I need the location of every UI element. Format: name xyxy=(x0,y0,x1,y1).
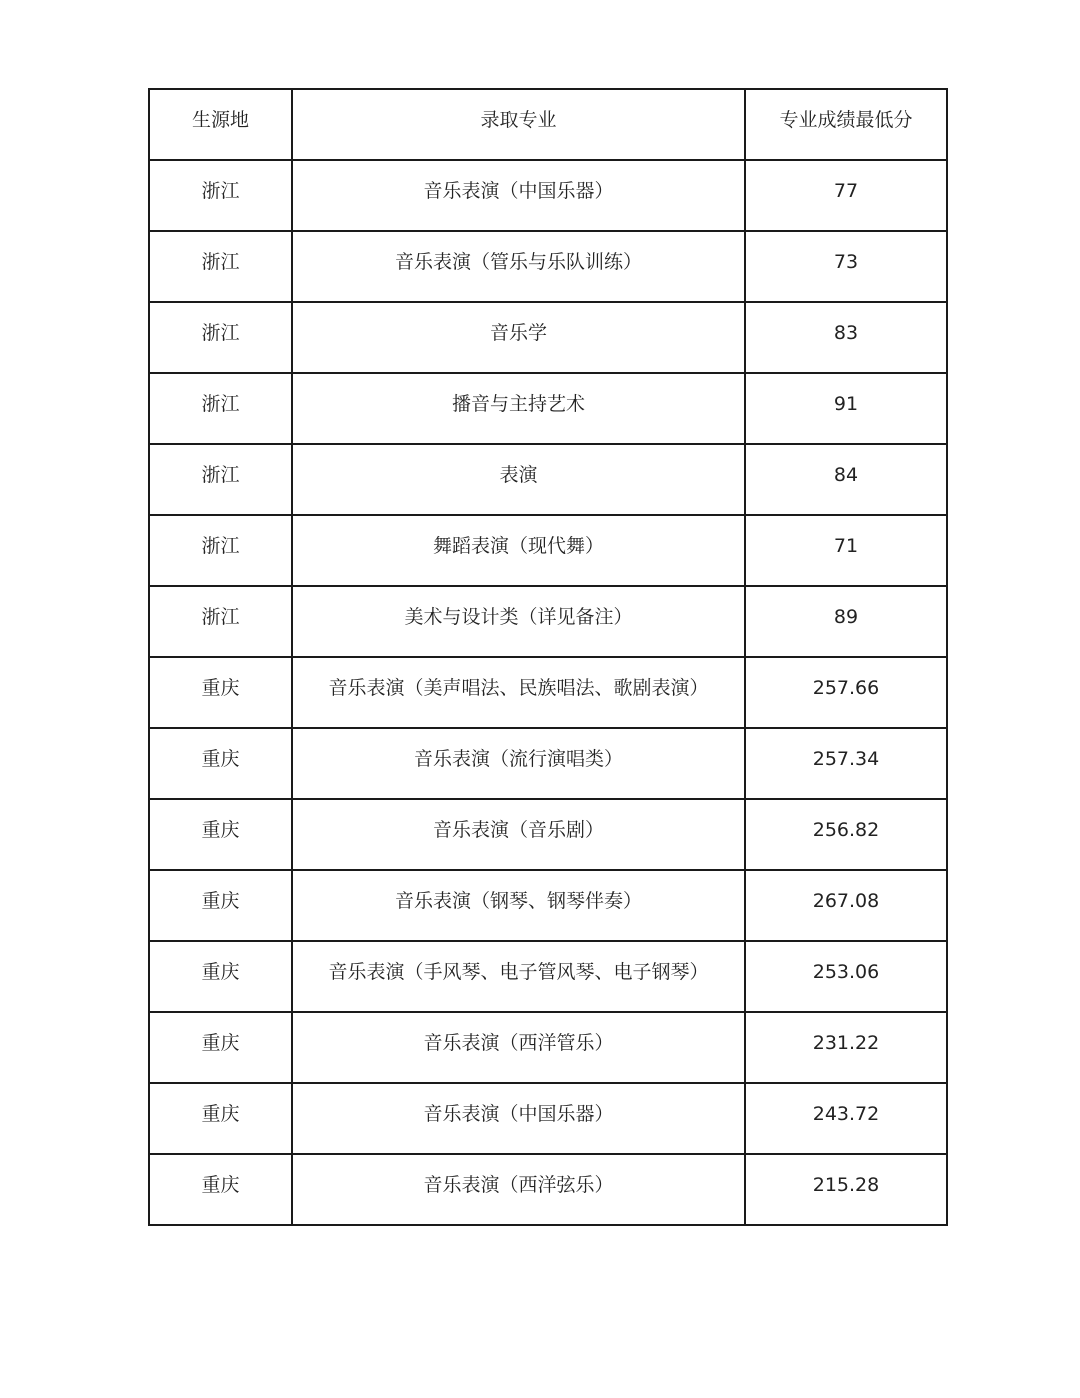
table-row xyxy=(149,586,947,657)
cell-min-score: 83 xyxy=(745,302,947,373)
cell-min-score: 253.06 xyxy=(745,941,947,1012)
cell-min-score: 243.72 xyxy=(745,1083,947,1154)
table-row xyxy=(149,870,947,941)
cell-major: 音乐表演（中国乐器） xyxy=(292,160,745,231)
table-row xyxy=(149,373,947,444)
cell-origin: 重庆 xyxy=(149,1083,292,1154)
cell-major: 表演 xyxy=(292,444,745,515)
cell-origin: 浙江 xyxy=(149,515,292,586)
table-row xyxy=(149,160,947,231)
cell-origin: 浙江 xyxy=(149,160,292,231)
cell-min-score: 231.22 xyxy=(745,1012,947,1083)
cell-min-score: 267.08 xyxy=(745,870,947,941)
cell-min-score: 77 xyxy=(745,160,947,231)
admission-score-table xyxy=(148,88,948,1226)
cell-major: 舞蹈表演（现代舞） xyxy=(292,515,745,586)
table-row xyxy=(149,728,947,799)
cell-min-score: 84 xyxy=(745,444,947,515)
cell-min-score: 215.28 xyxy=(745,1154,947,1225)
cell-major: 音乐表演（西洋管乐） xyxy=(292,1012,745,1083)
cell-major: 音乐学 xyxy=(292,302,745,373)
cell-min-score: 71 xyxy=(745,515,947,586)
cell-min-score: 257.34 xyxy=(745,728,947,799)
table-row xyxy=(149,1012,947,1083)
cell-major: 音乐表演（管乐与乐队训练） xyxy=(292,231,745,302)
cell-major: 美术与设计类（详见备注） xyxy=(292,586,745,657)
cell-min-score: 89 xyxy=(745,586,947,657)
table-row xyxy=(149,941,947,1012)
cell-origin: 浙江 xyxy=(149,231,292,302)
cell-origin: 浙江 xyxy=(149,444,292,515)
cell-origin: 重庆 xyxy=(149,1012,292,1083)
cell-origin: 浙江 xyxy=(149,586,292,657)
table-row xyxy=(149,515,947,586)
header-min-score: 专业成绩最低分 xyxy=(745,89,947,160)
table-header-row xyxy=(149,89,947,160)
table-row xyxy=(149,302,947,373)
cell-min-score: 257.66 xyxy=(745,657,947,728)
table-row xyxy=(149,1154,947,1225)
cell-major: 音乐表演（手风琴、电子管风琴、电子钢琴） xyxy=(292,941,745,1012)
cell-major: 播音与主持艺术 xyxy=(292,373,745,444)
cell-major: 音乐表演（钢琴、钢琴伴奏） xyxy=(292,870,745,941)
cell-min-score: 91 xyxy=(745,373,947,444)
table-row xyxy=(149,799,947,870)
cell-major: 音乐表演（西洋弦乐） xyxy=(292,1154,745,1225)
cell-major: 音乐表演（中国乐器） xyxy=(292,1083,745,1154)
cell-min-score: 73 xyxy=(745,231,947,302)
table-row xyxy=(149,231,947,302)
cell-major: 音乐表演（音乐剧） xyxy=(292,799,745,870)
cell-origin: 浙江 xyxy=(149,373,292,444)
table-row xyxy=(149,444,947,515)
table-row xyxy=(149,657,947,728)
cell-origin: 重庆 xyxy=(149,728,292,799)
header-origin: 生源地 xyxy=(149,89,292,160)
cell-origin: 重庆 xyxy=(149,941,292,1012)
table-row xyxy=(149,1083,947,1154)
header-major: 录取专业 xyxy=(292,89,745,160)
cell-min-score: 256.82 xyxy=(745,799,947,870)
admission-score-sheet xyxy=(148,88,946,1226)
cell-origin: 重庆 xyxy=(149,799,292,870)
cell-origin: 重庆 xyxy=(149,870,292,941)
cell-major: 音乐表演（流行演唱类） xyxy=(292,728,745,799)
cell-origin: 重庆 xyxy=(149,1154,292,1225)
cell-origin: 浙江 xyxy=(149,302,292,373)
cell-origin: 重庆 xyxy=(149,657,292,728)
cell-major: 音乐表演（美声唱法、民族唱法、歌剧表演） xyxy=(292,657,745,728)
